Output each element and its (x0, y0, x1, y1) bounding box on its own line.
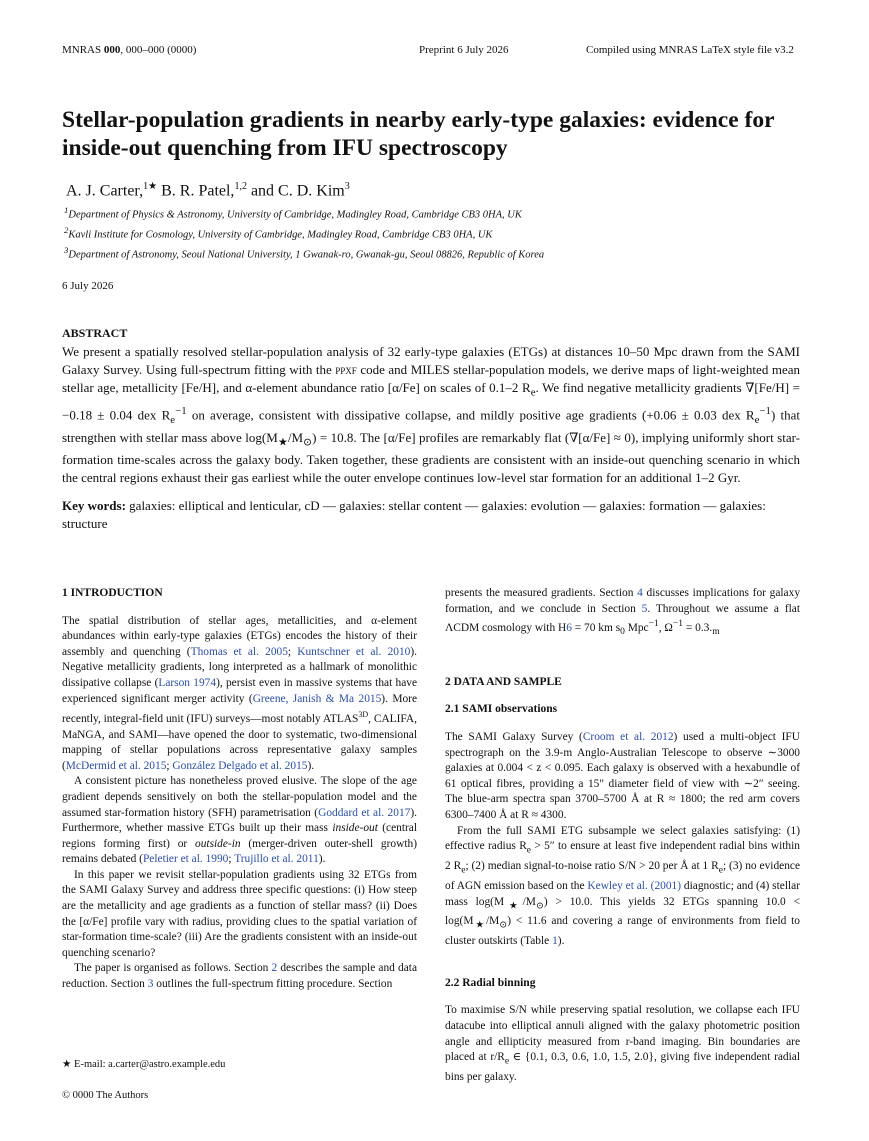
affiliation-item: $^2$Kavli Institute for Cosmology, University of Cambridge, Madingley Road, Cambridge CB3 0HA, UK (64, 225, 493, 241)
table-link[interactable]: 1 (552, 935, 558, 948)
section-link[interactable]: 4 (637, 587, 643, 599)
abstract-text: We present a spatially resolved stellar-population analysis of 32 early-type galaxies (ETGs) at distances 10–50 Mpc drawn from the SAMI Galaxy Survey. Using full-spectrum fitting with the ppxf code and MILES stellar-population models, we derive maps of light-weighted mean stellar age, metallicity [Fe/H], and α-element abundance ratio [α/Fe] on scales of 0.1–2 $R_e$. We find negative metallicity gradients ∇[Fe/H] = −0.18 ± 0.04 dex $R_e^{-1}$ on average, consistent with dissipative collapse, and mildly positive age gradients (+0.06 ± 0.03 dex $R_e^{-1}$) that strengthen with stellar mass above $\log(M_★/M_⊙) = 10.8$. The [α/Fe] profiles are remarkably flat (∇[α/Fe] ≈ 0), implying uniformly short star-formation time-scales across the galaxy body. Taken together, these gradients are consistent with an inside-out quenching scenario in which the central regions exhaust their gas earliest while the outer envelope continues low-level star formation for an additional 1–2 Gyr. (62, 344, 800, 486)
citation-link[interactable]: Peletier et al. 1990 (142, 853, 229, 866)
paper-title: Stellar-population gradients in nearby early-type galaxies: evidence for inside-out quenching from IFU spectroscopy (62, 107, 775, 161)
citation-link[interactable]: Goddard et al. 2017 (318, 806, 411, 819)
section-link[interactable]: 6 (566, 621, 572, 634)
running-header-compiled: Compiled using MNRAS LaTeX style file v3.2 (586, 44, 794, 56)
intro-paragraph-4-continued: presents the measured gradients. Section 4 discusses implications for galaxy formation, and we conclude in Section 5. Throughout we assume a flat ΛCDM cosmology with H6 = 70 km $s_0$ Mpc$^{-1}$, $\Omega^{-1} = 0.3._m$ (445, 587, 801, 638)
section-link[interactable]: 2 (271, 962, 278, 975)
left-column (62, 586, 417, 993)
publication-date: 6 July 2026 (62, 280, 114, 292)
subsection-heading-radial-binning: 2.2 Radial binning (445, 976, 536, 989)
section-heading-data: 2 DATA AND SAMPLE (445, 675, 562, 688)
abstract-heading: ABSTRACT (62, 326, 128, 340)
intro-paragraph-3: In this paper we revisit stellar-population gradients using 32 ETGs from the SAMI Galaxy Survey and address three specific questions: (i) How steep are the metallicity and age gradients as a function of stellar mass? (ii) Does the [α/Fe] profile vary with radius, providing clues to the spatial variation of star-formation time-scale? (iii) Are the gradients consistent with an inside-out quenching scenario? (62, 868, 417, 959)
affiliation-item: $^1$Department of Physics & Astronomy, University of Cambridge, Madingley Road, Cambridge CB3 0HA, UK (64, 205, 522, 221)
citation-link[interactable]: McDermid et al. 2015 (65, 759, 167, 772)
data-paragraph-2: From the full SAMI ETG subsample we select galaxies satisfying: (1) effective radius $R_e > 5''$ to ensure at least five independent radial bins within 2 $R_e$; (2) median signal-to-noise ratio S/N > 20 per Å at 1 $R_e$; (3) no evidence of AGN emission based on the Kewley et al. (2001) diagnostic; and (4) stellar mass $\log(M_★/M_⊙) > 10.0$. This yields 32 ETGs spanning $10.0 < \log(M_★/M_⊙) < 11.6$ and covering a range of environments from field to cluster outskirts (Table 1). (445, 824, 801, 948)
citation-link[interactable]: Thomas et al. 2005 (190, 645, 288, 658)
running-header-preprint: Preprint 6 July 2026 (419, 44, 509, 56)
footnote-email: ★ E-mail: a.carter@astro.example.edu (62, 1059, 226, 1070)
citation-link[interactable]: Croom et al. 2012 (582, 731, 674, 744)
author-list: A. J. Carter,$^{1★}$ B. R. Patel,$^{1,2}$ and C. D. Kim$^3$ (66, 181, 350, 200)
copyright-notice: © 0000 The Authors (62, 1090, 149, 1101)
citation-link[interactable]: Trujillo et al. 2011 (234, 853, 319, 866)
intro-paragraph-1: The spatial distribution of stellar ages, metallicities, and α-element abundances within early-type galaxies (ETGs) encodes the history of their assembly and quenching (Thomas et al. 2005; Kuntschner et al. 2010). Negative metallicity gradients, long interpreted as a hallmark of monolithic dissipative collapse (Larson 1974), persist even in massive systems that have experienced significant merger activity (Greene, Janish & Ma 2015). More recently, integral-field unit (IFU) surveys—most notably $ATLAS^{3D}$, CALIFA, MaNGA, and SAMI—have opened the door to systematic, two-dimensional mapping of stellar populations across representative galaxy samples (McDermid et al. 2015; González Delgado et al. 2015). (62, 614, 418, 772)
citation-link[interactable]: González Delgado et al. 2015 (172, 759, 308, 772)
data-paragraph-3: To maximise S/N while preserving spatial resolution, we collapse each IFU datacube into elliptical annuli aligned with the galaxy photometric position angle and ellipticity measured from r-band imaging. Bin boundaries are placed at $r/R_e$ ∈ {0.1, 0.3, 0.6, 1.0, 1.5, 2.0}, giving five independent radial bins per galaxy. (445, 1004, 801, 1084)
affiliation-list (64, 203, 544, 263)
citation-link[interactable]: Kewley et al. (2001) (587, 879, 682, 892)
keywords: Key words: galaxies: elliptical and lenticular, cD — galaxies: stellar content — galaxies: evolution — galaxies: formation — galaxies: structure (62, 498, 766, 531)
intro-paragraph-4: The paper is organised as follows. Section 2 describes the sample and data reduction. Section 3 outlines the full-spectrum fitting procedure. Section (62, 962, 417, 991)
section-link[interactable]: 5 (641, 602, 648, 615)
citation-link[interactable]: Larson 1974 (158, 676, 217, 689)
right-column (445, 586, 800, 1086)
affiliation-item: $^3$Department of Astronomy, Seoul National University, 1 Gwanak-ro, Gwanak-gu, Seoul 08826, Republic of Korea (64, 245, 545, 261)
citation-link[interactable]: Greene, Janish & Ma 2015 (252, 692, 382, 705)
section-heading-introduction: 1 INTRODUCTION (62, 587, 163, 599)
running-header-journal: MNRAS 000, 000–000 (0000) (62, 44, 197, 56)
section-link[interactable]: 3 (147, 978, 154, 991)
citation-link[interactable]: Kuntschner et al. 2010 (297, 645, 411, 658)
subsection-heading-sami: 2.1 SAMI observations (445, 703, 558, 716)
intro-paragraph-2: A consistent picture has nonetheless proved elusive. The slope of the age gradient depends sensitively on both the stellar-population model and the assumed star-formation history (SFH) parametrisation (Goddard et al. 2017). Furthermore, whether massive ETGs built up their mass inside-out (central regions forming first) or outside-in (merger-driven outer-shell growth) remains debated (Peletier et al. 1990; Trujillo et al. 2011). (62, 775, 417, 866)
data-paragraph-1: The SAMI Galaxy Survey (Croom et al. 2012) used a multi-object IFU spectrograph on the 3.9-m Anglo-Australian Telescope to observe ∼3000 galaxies at 0.004 < z < 0.095. Each galaxy is observed with a hexabundle of 61 optical fibres, providing a 15″ diameter field of view with ∼2″ seeing. The blue-arm spectra span 3700–5700 Å at R ≈ 1800; the red arm covers 6300–7400 Å at R ≈ 4300. (445, 731, 800, 822)
